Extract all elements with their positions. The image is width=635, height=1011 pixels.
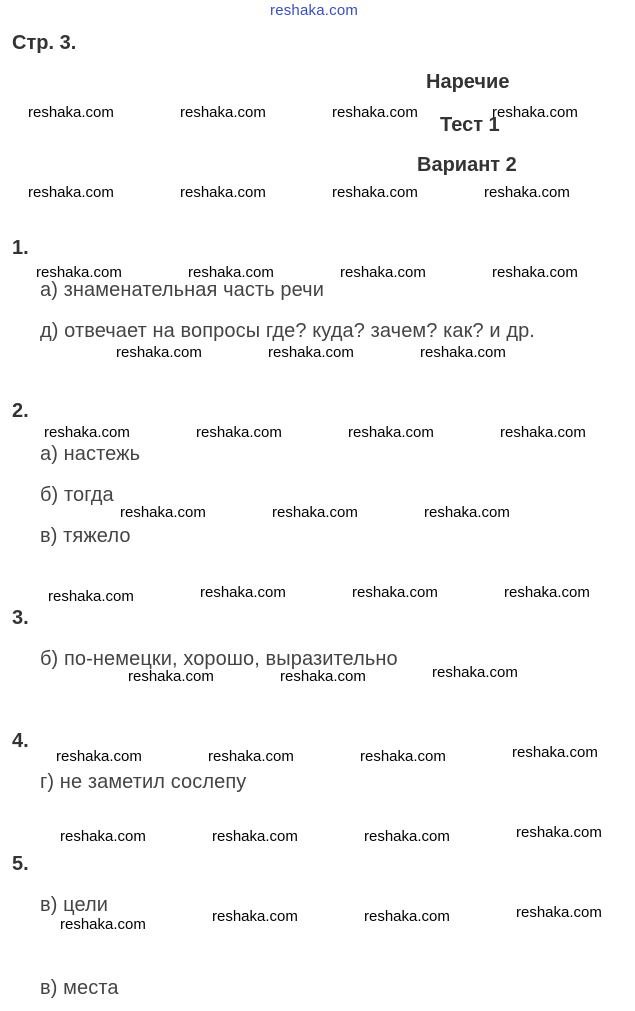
watermark: reshaka.com: [180, 184, 266, 201]
question-number: 5.: [12, 853, 29, 875]
answer-text: в) тяжело: [40, 525, 131, 547]
page-label: Стр. 3.: [12, 32, 77, 54]
watermark: reshaka.com: [44, 424, 130, 441]
watermark: reshaka.com: [120, 504, 206, 521]
question-number: 3.: [12, 607, 29, 629]
answer-text: г) не заметил сослепу: [40, 771, 247, 793]
watermark: reshaka.com: [492, 104, 578, 121]
watermark: reshaka.com: [332, 104, 418, 121]
watermark: reshaka.com: [484, 184, 570, 201]
watermark: reshaka.com: [28, 104, 114, 121]
watermark: reshaka.com: [48, 588, 134, 605]
watermark: reshaka.com: [340, 264, 426, 281]
question-number: 2.: [12, 400, 29, 422]
answer-text: а) настежь: [40, 443, 141, 465]
watermark: reshaka.com: [272, 504, 358, 521]
watermark: reshaka.com: [208, 748, 294, 765]
watermark: reshaka.com: [212, 828, 298, 845]
watermark: reshaka.com: [212, 908, 298, 925]
watermark: reshaka.com: [128, 668, 214, 685]
topic-heading: Наречие: [426, 71, 510, 93]
watermark: reshaka.com: [364, 828, 450, 845]
answer-text: в) места: [40, 977, 119, 999]
watermark: reshaka.com: [180, 104, 266, 121]
watermark: reshaka.com: [60, 828, 146, 845]
answer-text: а) знаменательная часть речи: [40, 279, 324, 301]
watermark: reshaka.com: [280, 668, 366, 685]
watermark: reshaka.com: [188, 264, 274, 281]
watermark: reshaka.com: [200, 584, 286, 601]
watermark: reshaka.com: [28, 184, 114, 201]
answer-text: в) цели: [40, 894, 109, 916]
watermark: reshaka.com: [516, 904, 602, 921]
watermark: reshaka.com: [332, 184, 418, 201]
watermark: reshaka.com: [424, 504, 510, 521]
watermark: reshaka.com: [116, 344, 202, 361]
site-watermark-top: reshaka.com: [270, 2, 359, 19]
watermark: reshaka.com: [36, 264, 122, 281]
watermark: reshaka.com: [512, 744, 598, 761]
watermark: reshaka.com: [364, 908, 450, 925]
watermark: reshaka.com: [420, 344, 506, 361]
watermark: reshaka.com: [352, 584, 438, 601]
question-number: 1.: [12, 237, 29, 259]
answer-text: б) тогда: [40, 484, 114, 506]
watermark: reshaka.com: [504, 584, 590, 601]
watermark: reshaka.com: [196, 424, 282, 441]
watermark: reshaka.com: [500, 424, 586, 441]
variant-heading: Вариант 2: [417, 154, 517, 176]
watermark: reshaka.com: [492, 264, 578, 281]
watermark: reshaka.com: [56, 748, 142, 765]
answer-text: б) по-немецки, хорошо, выразительно: [40, 648, 398, 670]
answer-text: д) отвечает на вопросы где? куда? зачем? как? и др.: [40, 320, 535, 342]
watermark: reshaka.com: [516, 824, 602, 841]
test-heading: Тест 1: [440, 114, 500, 136]
watermark: reshaka.com: [432, 664, 518, 681]
watermark: reshaka.com: [60, 916, 146, 933]
watermark: reshaka.com: [268, 344, 354, 361]
watermark: reshaka.com: [348, 424, 434, 441]
watermark: reshaka.com: [360, 748, 446, 765]
question-number: 4.: [12, 730, 29, 752]
